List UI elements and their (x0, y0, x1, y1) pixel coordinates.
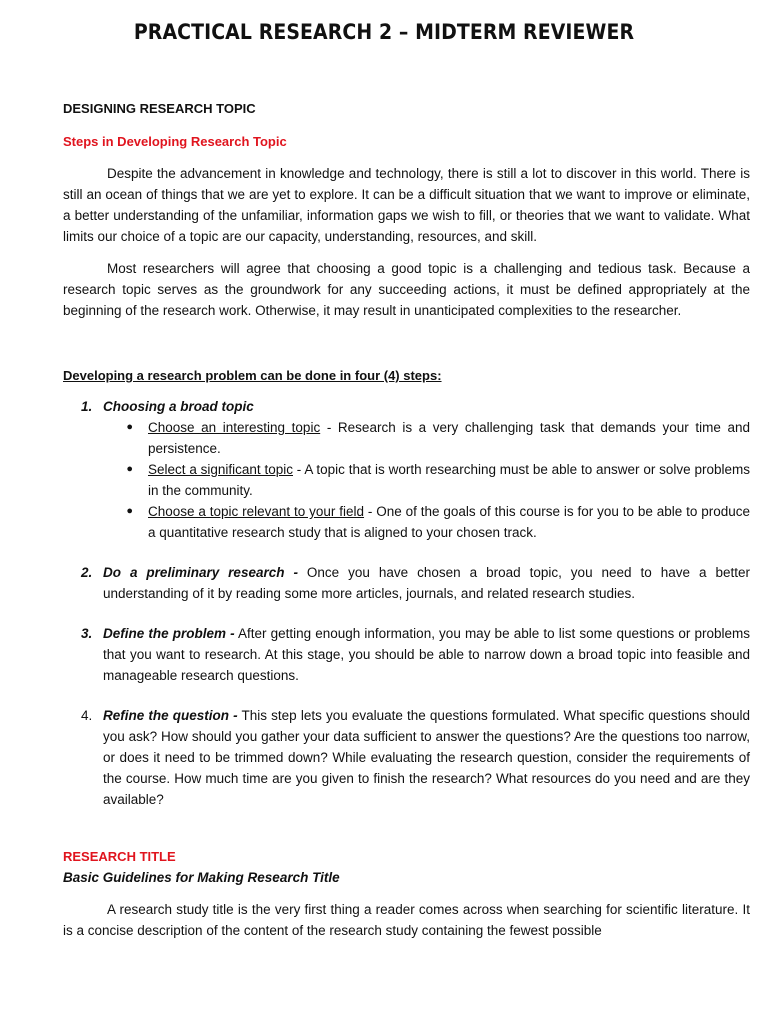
step-title: Define the problem - (103, 626, 235, 641)
bullet-text: - One of the goals of this course is for you to be able to produce a quantitative research study that is aligned to your chosen track. (148, 504, 750, 540)
step-2 (63, 562, 750, 604)
step-title: Choosing a broad topic (103, 399, 254, 414)
document-body (63, 98, 750, 941)
list-item (63, 417, 750, 459)
step-text: This step lets you evaluate the questions formulated. What specific questions should you ask? How should you gather your data sufficient to answer the questions? Are the questions too narrow, or does it need to be trimmed down? While evaluating the research question, consider the requirements of the course. How much time are you given to finish the research? What resources do you need and are they available? (103, 708, 750, 807)
step-3 (63, 623, 750, 686)
bullet-icon: ● (126, 505, 133, 517)
page-title: PRACTICAL RESEARCH 2 – MIDTERM REVIEWER (133, 20, 635, 44)
paragraph-intro: Despite the advancement in knowledge and technology, there is still a lot to discover in this world. There is still an ocean of things that we are yet to explore. It can be a difficult situation that we want to improve or eliminate, a better understanding of the unfamiliar, information gaps we wish to fill, or theories that we want to validate. What limits our choice of a topic are our capacity, understanding, resources, and skill. (63, 166, 750, 244)
step-1-bullets (63, 417, 750, 543)
section-heading-designing-topic: DESIGNING RESEARCH TOPIC (63, 101, 256, 116)
bullet-icon: ● (126, 463, 133, 475)
step-number: 2. (81, 565, 93, 580)
paragraph-research-title: A research study title is the very first thing a reader comes across when searching for scientific literature. It is a concise description of the content of the research study containing the fewest possible (63, 902, 750, 938)
steps-heading: Developing a research problem can be done in four (4) steps: (63, 368, 442, 383)
bullet-text: - Research is a very challenging task that demands your time and persistence. (148, 420, 751, 456)
section-heading-research-title: RESEARCH TITLE (63, 849, 176, 864)
step-title: Do a preliminary research - (103, 565, 298, 580)
subheading-steps: Steps in Developing Research Topic (63, 134, 287, 149)
step-text: After getting enough information, you may be able to list some questions or problems that you want to research. At this stage, you should be able to narrow down a broad topic into feasible and manageable research questions. (103, 626, 750, 683)
subheading-guidelines: Basic Guidelines for Making Research Title (63, 870, 340, 885)
step-number: 4. (81, 708, 93, 723)
bullet-term: Choose an interesting topic (148, 420, 321, 435)
step-number: 3. (81, 626, 93, 641)
bullet-text: - A topic that is worth researching must be able to answer or solve problems in the community. (148, 462, 750, 498)
step-1 (63, 396, 750, 417)
step-number: 1. (81, 399, 93, 414)
list-item (63, 459, 750, 501)
step-text: Once you have chosen a broad topic, you need to have a better understanding of it by reading some more articles, journals, and related research studies. (103, 565, 750, 601)
list-item (63, 501, 750, 543)
step-4 (63, 705, 750, 810)
bullet-term: Choose a topic relevant to your field (148, 504, 365, 519)
step-title: Refine the question - (103, 708, 238, 723)
bullet-term: Select a significant topic (148, 462, 293, 477)
bullet-icon: ● (126, 421, 133, 433)
paragraph-choosing-topic: Most researchers will agree that choosing a good topic is a challenging and tedious task. Because a research topic serves as the groundwork for any succeeding actions, it must be defined appropriately at the beginning of the research work. Otherwise, it may result in unanticipated complexities to the researcher. (63, 261, 750, 318)
